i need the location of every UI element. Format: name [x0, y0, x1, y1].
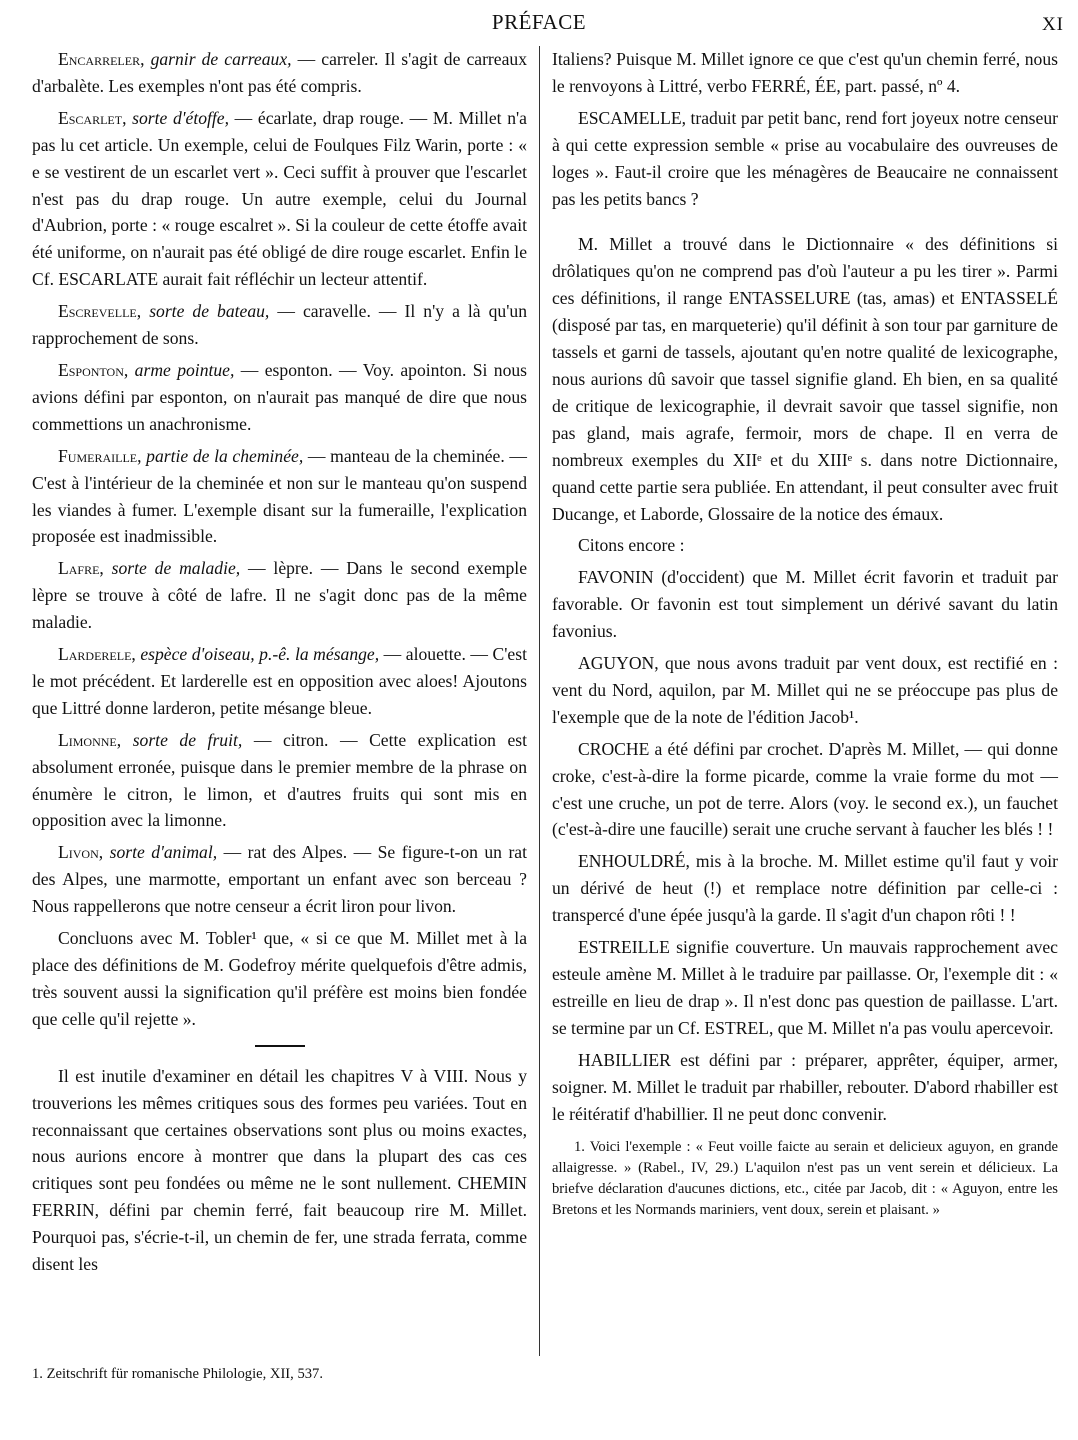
entry-gloss: espèce d'oiseau, p.-ê. la mésange, — [140, 644, 380, 665]
millet-paragraph: M. Millet a trouvé dans le Dictionnaire « des définitions si drôlatiques qu'on ne comprend pas d'où l'auteur a pu les tirer ». Parmi ces définitions, il range ENTASSELURE (tas, amas) et ENTASSELÉ (disposé par tas, en marqueterie) qu'il définit à son tour par garniture de tassels et garni de tassels, ajoutant qu'en notre qualité de lexicographe, nous aurions dû savoir que tassel signifie gland. Eh bien, en sa qualité de critique de lexicographie, il devrait savoir que tassel signifie, non pas gland, mais agrafe, fermoir, mors de chape. Il en verra de nombreux exemples du XIIᵉ et du XIIIᵉ s. dans notre Dictionnaire, quand cette partie sera publiée. En attendant, il peut consulter avec fruit Ducange, et Laborde, Glossaire de la notice des émaux. — [552, 234, 1058, 524]
entry-headword: Livon, — [58, 842, 104, 863]
entry-headword: Esponton, — [58, 359, 129, 380]
running-head — [0, 6, 1078, 40]
paragraph-text: Concluons avec M. Tobler¹ que, « si ce que M. Millet met à la place des définitions de M. Godefroy mérite quelquefois d'être admis, très souvent aussi la signification qu'il préfère est moins bien fondée que celle qu'il rejette ». — [32, 928, 527, 1029]
entry-gloss: partie de la cheminée, — [146, 445, 304, 466]
page-title: PRÉFACE — [491, 10, 587, 34]
entry-headword: Escarlet, — [58, 107, 127, 128]
column-divider — [539, 46, 540, 1356]
entry-escrevelle — [32, 298, 527, 352]
entry-text: — manteau de la cheminée. — C'est à l'intérieur de la cheminée et non sur le manteau qu'on suspend les viandes à fumer. L'exemple disant sur la fumeraille, l'explication proposée est inadmissible. — [32, 445, 528, 547]
continuation-paragraph: Italiens? Puisque M. Millet ignore ce que c'est qu'un chemin ferré, nous le renvoyons à Littré, verbo FERRÉ, ÉE, part. passé, nº 4. — [552, 49, 1058, 96]
entry-gloss: sorte d'animal, — [109, 842, 218, 863]
entry-croche: CROCHE a été défini par crochet. D'après M. Millet, — qui donne croke, c'est-à-dire la forme picarde, comme la vraie forme du mot — c'est une cruche, un pot de terre. Alors (voy. le second ex.), un fauchet (c'est-à-dire une faucille) serait une cruche servant à faucher les blés ! ! — [552, 738, 1058, 840]
entry-aguyon: AGUYON, que nous avons traduit par vent doux, est rectifié en : vent du Nord, aquilon, par M. Millet qui ne se préoccupe pas plus de l'exemple que de la note de l'édition Jacob¹. — [552, 653, 1058, 727]
entry-escamelle: ESCAMELLE, traduit par petit banc, rend fort joyeux notre censeur à qui cette expression semble « prise au vocabulaire des ouvreuses de loges ». Faut-il croire que les ménagères de Beaucaire ne connaissent pas les petits bancs ? — [552, 107, 1058, 209]
entry-larderele — [32, 641, 527, 722]
left-column — [32, 46, 527, 1283]
entry-headword: Escrevelle, — [58, 301, 142, 322]
entry-headword: Lafre, — [58, 558, 104, 579]
chapters-paragraph: Il est inutile d'examiner en détail les chapitres V à VIII. Nous y trouverions les mêmes critiques sous des formes peu variées. Tout en reconnaissant que certaines observations sont plus ou moins exactes, nous aurions encore à montrer que dans la plupart des cas ces critiques sont peu fondées ou même ne le sont nullement. CHEMIN FERRIN, défini par chemin ferré, fait beaucoup rire M. Millet. Pourquoi pas, s'écrie-t-il, un chemin de fer, une strada ferrata, comme disent les — [32, 1065, 527, 1275]
entry-enhouldre: ENHOULDRÉ, mis à la broche. M. Millet estime qu'il faut y voir un dérivé de heut (!) et remplace notre définition par celle-ci : transpercé d'une épée jusqu'à la garde. Il s'agit d'un chapon rôti ! ! — [552, 851, 1058, 926]
section-rule — [255, 1045, 305, 1047]
entry-headword: Encarreler, — [58, 49, 145, 69]
entry-encarreler — [32, 46, 527, 100]
entry-text: — caravelle. — Il n'y a là qu'un rapprochement de sons. — [32, 301, 527, 349]
entry-livon — [32, 839, 527, 920]
entry-text: — citron. — Cette explication est absolument erronée, puisque dans le premier membre de la phrase on énumère le citron, le limon, et d'autres fruits qui sont mis en opposition avec la limonne. — [32, 729, 527, 831]
spacer — [552, 217, 1058, 231]
entry-gloss: sorte d'étoffe, — [132, 107, 230, 128]
entry-gloss: sorte de fruit, — [132, 729, 243, 750]
entry-headword: Larderele, — [58, 644, 136, 665]
entry-lafre — [32, 555, 527, 636]
entry-text: — écarlate, drap rouge. — M. Millet n'a pas lu cet article. Un exemple, celui de Foulques Filz Warin, porte : « e se vestirent de un escarlet vert ». Ceci suffit à prouver que l'escarlet n'est pas du drap rouge. Un autre exemple, celui du Journal d'Aubrion, porte : « rouge escalret ». Si la couleur de cette étoffe avait été uniforme, on n'aurait pas été obligé de dire rouge escarlet. Enfin le Cf. ESCARLATE aurait fait réfléchir un lecteur attentif. — [32, 107, 527, 290]
page-number: XI — [1041, 14, 1064, 35]
entry-text: — alouette. — C'est le mot précédent. Et larderelle est en opposition avec aloes! Ajoutons que Littré donne larderon, petite mésange bleue. — [32, 644, 527, 718]
entry-text: — lèpre. — Dans le second exemple lèpre se trouve à côté de lafre. Il ne s'agit donc pas de la même maladie. — [32, 558, 527, 633]
entry-escarlet — [32, 105, 527, 293]
citons-paragraph: Citons encore : — [578, 535, 685, 556]
entry-text: — esponton. — Voy. apointon. Si nous avions défini par esponton, on n'aurait pas manqué de dire que nous commettions un anachronisme. — [32, 359, 528, 434]
left-footnote: 1. Zeitschrift für romanische Philologie, XII, 537. — [32, 1366, 323, 1382]
entry-limonne — [32, 727, 527, 835]
entry-esponton — [32, 357, 527, 438]
entry-gloss: garnir de carreaux, — [150, 49, 292, 69]
entry-gloss: sorte de bateau, — [149, 301, 270, 322]
entry-text: — carreler. Il s'agit de carreaux d'arbalète. Les exemples n'ont pas été compris. — [32, 49, 527, 96]
conclusion-paragraph — [32, 925, 527, 1033]
right-column — [552, 46, 1058, 1226]
entry-fumeraille — [32, 443, 527, 551]
right-footnote: 1. Voici l'exemple : « Feut voille faicte au serain et delicieux aguyon, en grande allaigresse. » (Rabel., IV, 29.) L'aquilon n'est pas un vent serein et délicieux. La briefve déclaration d'aucunes dictions, etc., citée par Jacob, dit : « Aguyon, entre les Bretons et les Normands mariniers, vent doux, serein et plaisant. » — [552, 1139, 1058, 1218]
entry-favonin: FAVONIN (d'occident) que M. Millet écrit favorin et traduit par favorable. Or favonin est tout simplement un dérivé savant du latin favonius. — [552, 567, 1058, 642]
entry-gloss: arme pointue, — [134, 359, 235, 380]
entry-text: — rat des Alpes. — Se figure-t-on un rat des Alpes, une marmotte, emportant un enfant avec son berceau ? Nous rappellerons que notre censeur a écrit liron pour livon. — [32, 842, 528, 917]
entry-habillier: HABILLIER est défini par : préparer, apprêter, équiper, armer, soigner. M. Millet le traduit par rhabiller, rebouter. D'abord rhabiller est le réitératif d'habillier. Il ne peut donc convenir. — [552, 1049, 1058, 1124]
entry-headword: Fumeraille, — [58, 445, 142, 466]
entry-gloss: sorte de maladie, — [111, 558, 241, 579]
entry-estreille: ESTREILLE signifie couverture. Un mauvais rapprochement avec esteule amène M. Millet à le traduire par paillasse. Or, l'exemple dit : « estreille en lieu de drap ». Il n'est donc pas question de paillasse. L'art. se termine par un Cf. ESTREL, que M. Millet n'a pas voulu apercevoir. — [552, 937, 1058, 1038]
entry-headword: Limonne, — [58, 729, 122, 750]
